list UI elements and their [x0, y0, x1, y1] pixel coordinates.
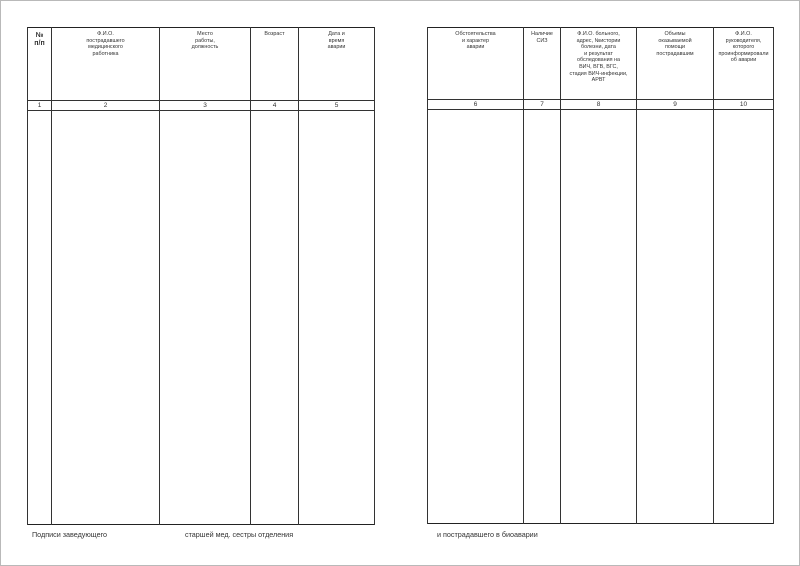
column-number: 10 — [714, 100, 774, 110]
col-header-victim-name-text: Ф.И.О. пострадавшего медицинского работника — [86, 31, 125, 57]
col-header-manager — [714, 28, 774, 100]
header-row — [28, 28, 375, 101]
col-header-assistance — [637, 28, 714, 100]
entry-cell[interactable] — [637, 110, 714, 524]
signature-nurse-label: старшей мед. сестры отделения — [185, 530, 294, 539]
col-header-ppe-text: Наличие СИЗ — [531, 31, 553, 44]
col-header-manager-text: Ф.И.О. руководителя, которого проинформировали об аварии — [718, 31, 769, 64]
entry-cell[interactable] — [52, 111, 160, 525]
column-number: 4 — [251, 101, 299, 111]
left-page — [27, 27, 375, 525]
col-header-date-time — [299, 28, 375, 101]
column-number: 7 — [524, 100, 561, 110]
col-header-patient-info — [561, 28, 637, 100]
entry-cell[interactable] — [428, 110, 524, 524]
col-header-age — [251, 28, 299, 101]
column-number: 6 — [428, 100, 524, 110]
col-header-age-text: Возраст — [264, 31, 285, 37]
col-header-workplace — [160, 28, 251, 101]
left-journal-table — [27, 27, 375, 525]
col-header-number — [28, 28, 52, 101]
column-number: 2 — [52, 101, 160, 111]
entry-cell[interactable] — [524, 110, 561, 524]
entry-cell[interactable] — [251, 111, 299, 525]
entry-cell[interactable] — [561, 110, 637, 524]
col-header-patient-info-text: Ф.И.О. больного, адрес, №истории болезни, дата и результат обследования на ВИЧ, ВГВ, ВГС, стадия ВИЧ-инфекции, АРВТ — [569, 31, 628, 84]
column-number: 3 — [160, 101, 251, 111]
col-header-victim-name — [52, 28, 160, 101]
col-header-assistance-text: Объемы оказываемой помощи пострадавшим — [656, 31, 694, 57]
entry-cell[interactable] — [714, 110, 774, 524]
entry-cell[interactable] — [160, 111, 251, 525]
signature-victim-label: и пострадавшего в биоаварии — [437, 530, 538, 539]
column-number-row — [28, 101, 375, 111]
col-header-ppe — [524, 28, 561, 100]
entry-area-row — [28, 111, 375, 525]
col-header-workplace-text: Место работы, должность — [191, 31, 219, 51]
signature-head-label: Подписи заведующего — [32, 530, 108, 539]
entry-cell[interactable] — [28, 111, 52, 525]
col-header-date-time-text: Дата и время аварии — [327, 31, 346, 51]
entry-area-row — [428, 110, 774, 524]
entry-cell[interactable] — [299, 111, 375, 525]
col-header-circumstances-text: Обстоятельства и характер аварии — [455, 31, 496, 51]
column-number: 8 — [561, 100, 637, 110]
column-number-row — [428, 100, 774, 110]
col-header-number-text: № п/п — [34, 32, 45, 47]
col-header-circumstances — [428, 28, 524, 100]
header-row — [428, 28, 774, 100]
column-number: 5 — [299, 101, 375, 111]
column-number: 1 — [28, 101, 52, 111]
right-page — [427, 27, 774, 524]
column-number: 9 — [637, 100, 714, 110]
right-journal-table — [427, 27, 774, 524]
